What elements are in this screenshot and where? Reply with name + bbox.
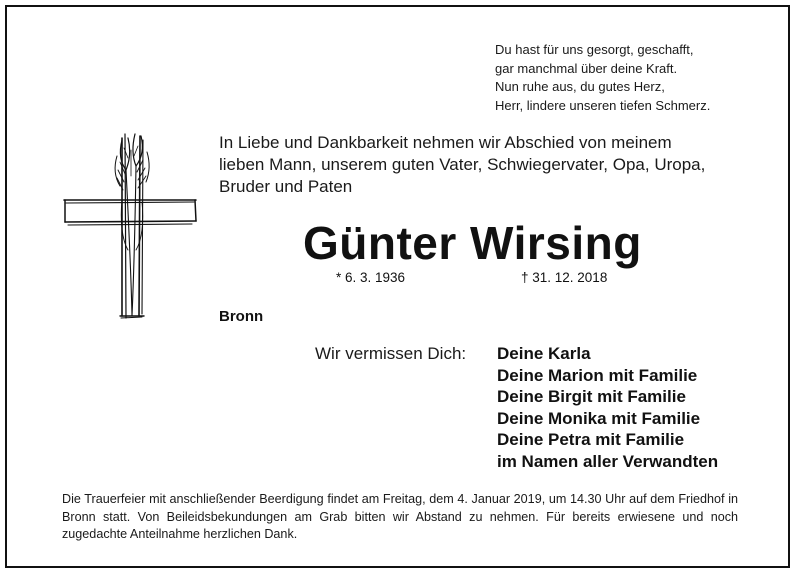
mourners-list [497, 343, 718, 473]
intro-line: Bruder und Paten [219, 177, 353, 196]
intro-line: In Liebe und Dankbarkeit nehmen wir Abschied von meinem [219, 133, 672, 152]
mourner-item: Deine Marion mit Familie [497, 365, 698, 385]
poem-line: Nun ruhe aus, du gutes Herz, [495, 79, 665, 94]
deceased-name: Günter Wirsing [303, 217, 642, 269]
poem-line: gar manchmal über deine Kraft. [495, 60, 678, 76]
mourner-item: Deine Petra mit Familie [497, 430, 685, 450]
mourner-item: im Namen aller Verwandten [497, 451, 719, 471]
intro-line: lieben Mann, unserem guten Vater, Schwiegervater, Opa, Uropa, [219, 155, 706, 174]
funeral-info: Die Trauerfeier mit anschließender Beerdigung findet am Freitag, dem 4. Januar 2019, um 14.30 Uhr auf dem Friedhof in Bronn statt. Von Beileidsbekundungen am Grab bitten wir Abstand zu nehmen. Für bereits erwiesene und noch zugedachte Anteilnahme herzlichen Dank. [62, 492, 738, 541]
birth-date: * 6. 3. 1936 [336, 270, 406, 285]
cross-with-wheat-icon [62, 130, 198, 320]
poem-line: Du hast für uns gesorgt, geschafft, [495, 42, 694, 57]
mourners-label: Wir vermissen Dich: [315, 344, 467, 363]
place-name: Bronn [219, 308, 264, 325]
mourner-item: Deine Karla [497, 344, 591, 363]
poem [495, 41, 710, 115]
intro-text [219, 132, 747, 198]
death-date: † 31. 12. 2018 [521, 270, 608, 285]
mourner-item: Deine Monika mit Familie [497, 408, 701, 428]
mourner-item: Deine Birgit mit Familie [497, 387, 686, 407]
poem-line: Herr, lindere unseren tiefen Schmerz. [495, 97, 711, 113]
